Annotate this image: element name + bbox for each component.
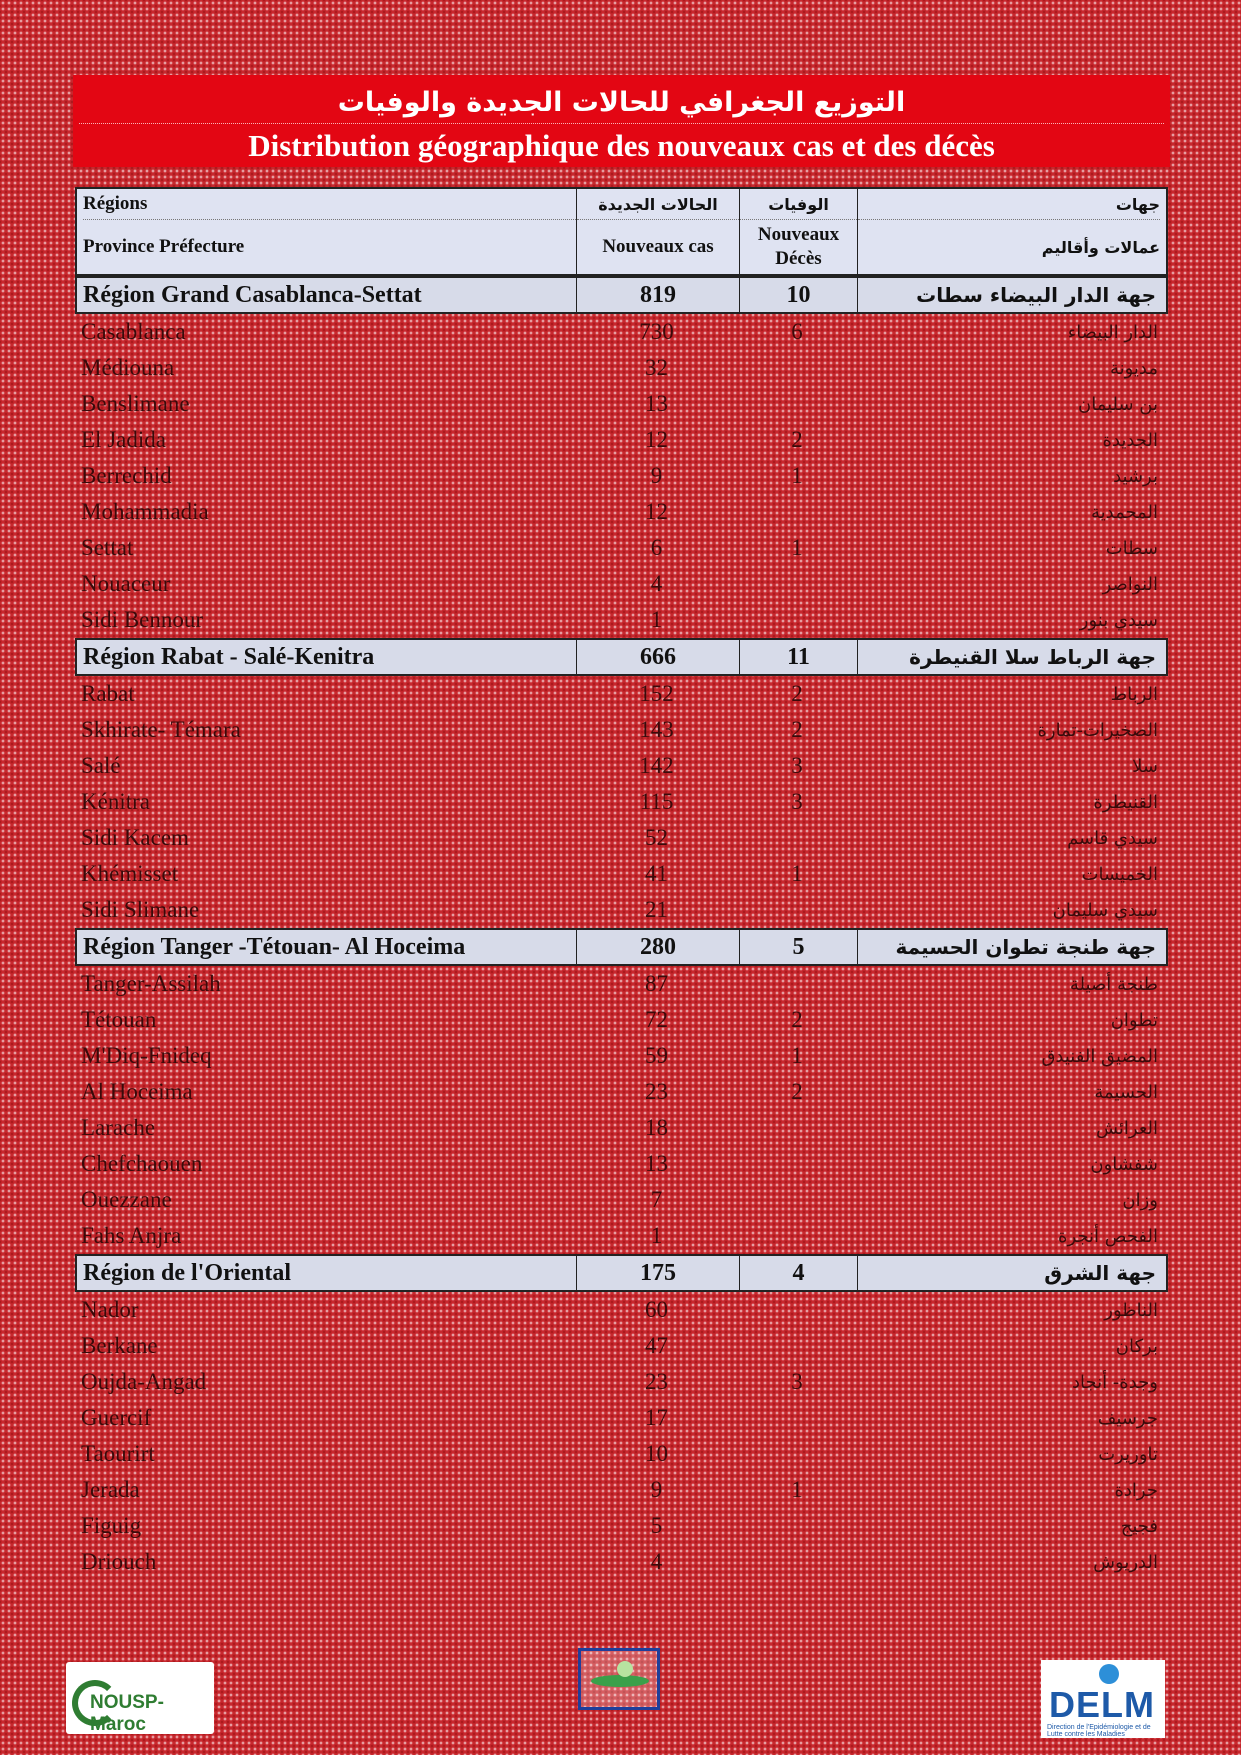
province-name-ar: العرائش [1095,1117,1158,1139]
table-row [75,712,1168,748]
province-deaths: 1 [791,1477,803,1502]
header-deaths-ar: الوفيات [740,189,857,220]
province-name: Berrechid [81,463,172,488]
province-name-ar: سطات [1105,537,1158,559]
region-name: Région de l'Oriental [77,1256,577,1290]
region-row [75,1254,1168,1292]
region-name-ar: جهة الشرق [1044,1261,1156,1285]
province-name-ar: شفشاون [1090,1153,1158,1175]
table-row [75,1364,1168,1400]
province-cases: 730 [639,319,674,344]
province-cases: 4 [650,1549,663,1574]
table-row [75,820,1168,856]
table-row [75,1544,1168,1580]
province-name: Jerada [81,1477,140,1502]
province-deaths: 2 [791,1007,803,1032]
table-row [75,1472,1168,1508]
province-name: Sidi Kacem [81,825,189,850]
header-deaths-col [740,189,858,274]
province-name: Casablanca [81,319,186,344]
region-name-ar: جهة طنجة تطوان الحسيمة [895,935,1156,959]
province-cases: 7 [650,1187,663,1212]
table-row [75,458,1168,494]
province-name: Nador [81,1297,139,1322]
header-provinces-ar: عمالات وأقاليم [1041,237,1160,257]
table-row [75,494,1168,530]
region-deaths: 5 [740,930,858,964]
province-name: Sidi Slimane [81,897,200,922]
province-name: Larache [81,1115,156,1140]
table-row [75,1400,1168,1436]
region-cases: 175 [577,1256,740,1290]
province-cases: 9 [650,463,663,488]
province-name-ar: الرباط [1110,683,1158,705]
delm-logo [1041,1660,1165,1738]
emblem-swoosh [591,1675,649,1687]
province-name: Taourirt [81,1441,155,1466]
province-cases: 52 [645,825,668,850]
region-deaths: 11 [740,640,858,674]
province-cases: 12 [645,427,668,452]
table-row [75,350,1168,386]
province-deaths: 1 [791,1043,803,1068]
province-name: Guercif [81,1405,152,1430]
province-cases: 17 [645,1405,668,1430]
province-name-ar: سيدي سليمان [1052,899,1158,921]
province-name-ar: تطوان [1110,1009,1158,1031]
province-name: Skhirate- Témara [81,717,241,742]
region-row [75,638,1168,676]
province-name-ar: الدريوش [1093,1551,1158,1573]
header-cases-fr: Nouveaux cas [602,236,714,257]
province-name: Berkane [81,1333,158,1358]
province-name: Mohammadia [81,499,209,524]
province-deaths: 2 [791,681,803,706]
province-name-ar: سيدي بنور [1079,609,1158,631]
province-cases: 115 [639,789,674,814]
province-deaths: 1 [791,861,803,886]
table-row [75,1182,1168,1218]
table-row [75,1002,1168,1038]
province-cases: 47 [645,1333,668,1358]
province-cases: 12 [645,499,668,524]
province-name: Oujda-Angad [81,1369,207,1394]
region-cases: 280 [577,930,740,964]
province-cases: 72 [645,1007,668,1032]
table-row [75,602,1168,638]
province-name: Settat [81,535,134,560]
header-deaths-fr: Nouveaux Décès [757,224,840,269]
table-row [75,748,1168,784]
table-row [75,676,1168,712]
province-name: M'Diq-Fnideq [81,1043,212,1068]
table-row [75,1328,1168,1364]
province-name-ar: الفحص أنجرة [1058,1225,1158,1247]
province-name: Tanger-Assilah [81,971,221,996]
province-cases: 60 [645,1297,668,1322]
province-name-ar: وزان [1122,1189,1158,1211]
delm-logo-subtitle: Direction de l'Epidémiologie et de Lutte contre les Maladies [1047,1724,1151,1738]
table-row [75,966,1168,1002]
province-cases: 13 [645,391,668,416]
table-row [75,422,1168,458]
province-name: Figuig [81,1513,142,1538]
province-name: Sidi Bennour [81,607,204,632]
province-cases: 152 [639,681,674,706]
table-row [75,386,1168,422]
province-name-ar: الصخيرات-تمارة [1037,719,1158,741]
province-name-ar: جرسيف [1097,1407,1158,1429]
province-name-ar: النواصر [1102,573,1158,595]
footer-logos [0,1648,1241,1748]
table-header [75,187,1168,276]
province-name-ar: مديونة [1109,357,1158,379]
province-name: El Jadida [81,427,166,452]
region-deaths: 4 [740,1256,858,1290]
title-banner [73,75,1170,167]
province-name: Al Hoceima [81,1079,193,1104]
table-row [75,1292,1168,1328]
province-name-ar: الدار البيضاء [1067,321,1158,343]
province-cases: 4 [650,571,663,596]
table-body [75,276,1168,1580]
province-name-ar: طنجة أصيلة [1069,973,1158,995]
province-name: Rabat [81,681,135,706]
title-french: Distribution géographique des nouveaux cas et des décès [248,128,995,163]
region-cases: 819 [577,278,740,312]
province-cases: 9 [650,1477,663,1502]
nousp-logo-text: NOUSP-Maroc [90,1692,164,1735]
province-name: Benslimane [81,391,190,416]
title-arabic: التوزيع الجغرافي للحالات الجديدة والوفيات [337,87,906,118]
province-name-ar: المحمدية [1090,501,1158,523]
nousp-logo [66,1662,214,1734]
province-name-ar: وجدة- أنجاد [1071,1371,1158,1393]
table-row [75,1038,1168,1074]
region-cases: 666 [577,640,740,674]
table-row [75,784,1168,820]
table-row [75,566,1168,602]
province-deaths: 2 [791,427,803,452]
province-name: Ouezzane [81,1187,172,1212]
region-name-ar: جهة الرباط سلا القنيطرة [909,645,1156,669]
header-arabic-col [858,189,1166,274]
region-name-ar: جهة الدار البيضاء سطات [916,283,1156,307]
region-name: Région Grand Casablanca-Settat [77,278,577,312]
province-cases: 143 [639,717,674,742]
header-cases-ar: الحالات الجديدة [577,189,739,220]
province-name: Khémisset [81,861,179,886]
ministry-emblem-icon [578,1648,660,1710]
province-cases: 23 [645,1369,668,1394]
province-cases: 13 [645,1151,668,1176]
table-row [75,1146,1168,1182]
province-name-ar: بركان [1115,1335,1158,1357]
delm-dot-icon [1099,1664,1119,1684]
table-row [75,314,1168,350]
table-row [75,1218,1168,1254]
table-row [75,1436,1168,1472]
province-cases: 59 [645,1043,668,1068]
province-cases: 142 [639,753,674,778]
province-name-ar: الجديدة [1102,429,1158,451]
emblem-ball [617,1661,633,1677]
table-row [75,856,1168,892]
header-province-label: Province Préfecture [83,236,245,257]
province-cases: 1 [650,1223,663,1248]
province-name: Driouch [81,1549,157,1574]
province-cases: 32 [645,355,668,380]
province-name: Chefchaouen [81,1151,203,1176]
header-regions-label: Régions [83,189,576,220]
region-name: Région Rabat - Salé-Kenitra [77,640,577,674]
province-cases: 5 [650,1513,663,1538]
province-deaths: 3 [791,753,803,778]
province-name: Fahs Anjra [81,1223,182,1248]
province-deaths: 2 [791,1079,803,1104]
province-cases: 87 [645,971,668,996]
province-name-ar: المضيق الفنيدق [1041,1045,1158,1067]
province-name-ar: جرادة [1114,1479,1158,1501]
province-name-ar: الحسيمة [1094,1081,1158,1103]
province-deaths: 2 [791,717,803,742]
table-row [75,892,1168,928]
province-deaths: 3 [791,1369,803,1394]
province-cases: 41 [645,861,668,886]
province-name-ar: تاوريرت [1098,1443,1158,1465]
province-cases: 10 [645,1441,668,1466]
table-row [75,530,1168,566]
region-row [75,276,1168,314]
province-name-ar: سيدي قاسم [1067,827,1158,849]
province-name-ar: فجيج [1120,1515,1158,1537]
province-name-ar: بن سليمان [1077,393,1158,415]
report-page [73,75,1170,1738]
province-name: Médiouna [81,355,175,380]
province-name: Nouaceur [81,571,171,596]
province-cases: 18 [645,1115,668,1140]
table-row [75,1074,1168,1110]
province-name: Salé [81,753,121,778]
province-name-ar: برشيد [1113,465,1158,487]
table-row [75,1110,1168,1146]
province-deaths: 6 [791,319,803,344]
header-region-col [77,189,577,274]
province-cases: 1 [650,607,663,632]
table-row [75,1508,1168,1544]
province-name-ar: الخميسات [1081,863,1158,885]
province-name: Tétouan [81,1007,157,1032]
province-deaths: 1 [791,463,803,488]
province-cases: 23 [645,1079,668,1104]
delm-logo-text: DELM [1049,1684,1155,1725]
province-deaths: 3 [791,789,803,814]
region-name: Région Tanger -Tétouan- Al Hoceima [77,930,577,964]
region-row [75,928,1168,966]
province-name-ar: الناظور [1104,1299,1158,1321]
province-name-ar: القنيطرة [1093,791,1158,813]
province-cases: 21 [645,897,668,922]
province-name-ar: سلا [1132,755,1158,777]
province-cases: 6 [650,535,663,560]
header-cases-col [577,189,740,274]
header-regions-ar: جهات [858,189,1160,220]
province-deaths: 1 [791,535,803,560]
province-name: Kénitra [81,789,150,814]
region-deaths: 10 [740,278,858,312]
distribution-table [75,187,1168,1580]
